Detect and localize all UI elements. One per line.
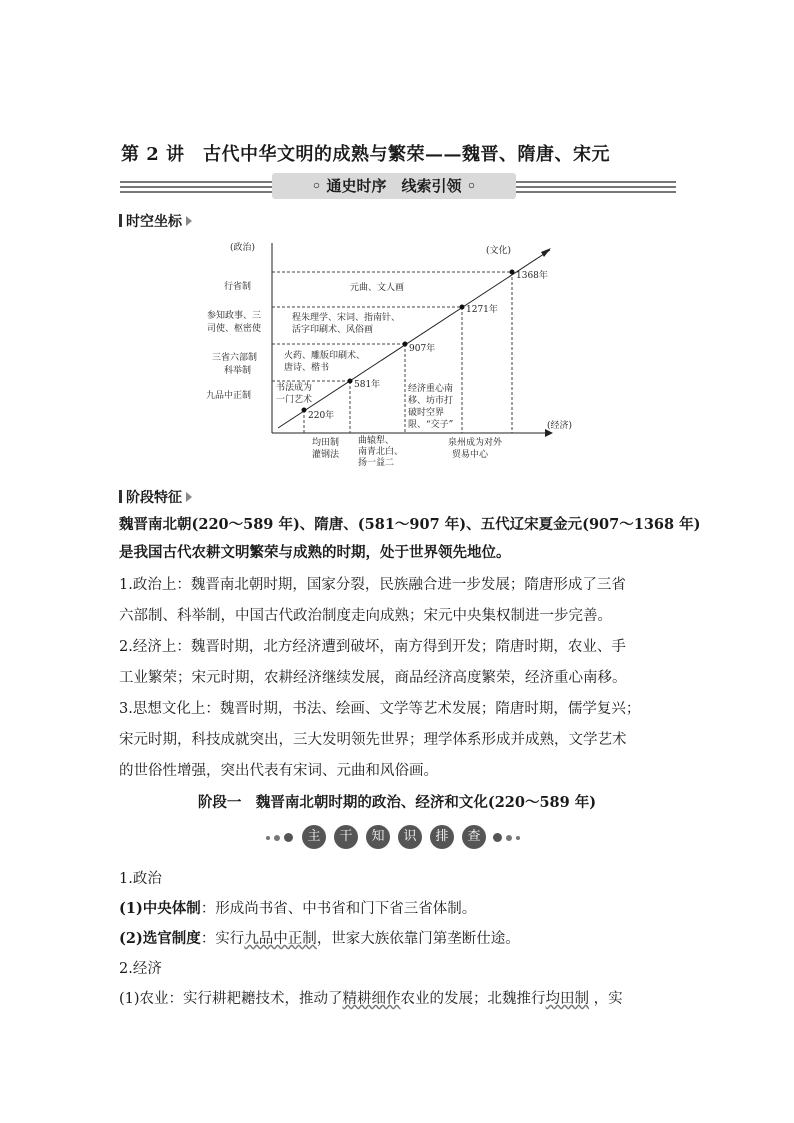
- subsection-heading: 2.经济: [119, 961, 162, 977]
- point-581: [348, 379, 353, 384]
- paragraph-line: (1)农业：实行耕耙耱技术，推动了精耕细作农业的发展；北魏推行均田制 ，实: [119, 991, 623, 1007]
- x-item: 贸易中心: [452, 450, 489, 460]
- x-item: 曲辕犁、: [358, 436, 395, 446]
- pill-char: 查: [462, 825, 486, 849]
- x-item: 南青北白、: [358, 447, 404, 457]
- term-label: (2)选官制度: [119, 930, 201, 947]
- y-item: 司使、枢密使: [207, 324, 262, 334]
- pill-char: 知: [366, 825, 390, 849]
- culture-item: 元曲、文人画: [350, 283, 405, 293]
- key-term: 精耕细作: [342, 991, 401, 1007]
- key-term: 九品中正制: [244, 931, 317, 947]
- section-heading-label: 阶段特征: [126, 490, 182, 506]
- paragraph-line: 宋元时期，科技成就突出，三大发明领先世界；理学体系形成并成熟，文学艺术: [119, 732, 627, 748]
- y-item: 行省制: [224, 282, 252, 292]
- point-220: [302, 408, 307, 413]
- triangle-icon: [186, 216, 192, 226]
- pill-char: 排: [430, 825, 454, 849]
- term-label: (1)中央体制: [119, 900, 201, 917]
- econ-item: 破时空界: [408, 408, 445, 418]
- culture-item: 一门艺术: [276, 395, 313, 405]
- section-heading-timeline: [119, 211, 192, 231]
- point-label: 1271年: [466, 305, 498, 315]
- x-item: 均田制: [312, 438, 340, 448]
- point-1368: [510, 270, 515, 275]
- paragraph-line: 1.政治上：魏晋南北朝时期，国家分裂，民族融合进一步发展；隋唐形成了三省: [119, 577, 626, 593]
- subsection-heading: 1.政治: [119, 871, 162, 887]
- y-item: 三省六部制: [212, 353, 258, 363]
- y-item: 参知政事、三: [207, 311, 262, 321]
- culture-item: 程朱理学、宋词、指南针、: [292, 313, 401, 323]
- pill-char: 识: [398, 825, 422, 849]
- section-heading-feature: [119, 487, 192, 507]
- x-item: 扬一益二: [358, 458, 395, 468]
- econ-item: 移、坊市打: [408, 396, 454, 406]
- point-label: 220年: [308, 411, 335, 421]
- intro-line-1: 魏晋南北朝(220～589 年)、隋唐、(581～907 年)、五代辽宋夏金元(907～1368 年): [119, 516, 701, 533]
- paragraph-line: [119, 896, 679, 922]
- point-1271: [460, 305, 465, 310]
- culture-item: 火药、雕版印刷术、: [284, 351, 366, 361]
- page-title: 第 2 讲 古代中华文明的成熟与繁荣——魏晋、隋唐、宋元: [121, 144, 611, 165]
- culture-item: 唐诗、楷书: [284, 363, 330, 373]
- timeline-chart: [200, 238, 590, 468]
- knowledge-check-banner: [266, 825, 528, 851]
- econ-item: 限、“交子”: [408, 420, 454, 430]
- y-axis-label: (政治): [230, 243, 256, 253]
- pill-char: 主: [302, 825, 326, 849]
- y-item: 科举制: [224, 366, 252, 376]
- diag-axis-label: (文化): [486, 246, 512, 256]
- paragraph-line: 工业繁荣；宋元时期，农耕经济继续发展，商品经济高度繁荣，经济重心南移。: [119, 670, 627, 686]
- y-item: 九品中正制: [206, 391, 252, 401]
- triangle-icon: [186, 492, 192, 502]
- paragraph-line: 2.经济上：魏晋时期，北方经济遭到破坏，南方得到开发；隋唐时期，农业、手: [119, 639, 626, 655]
- culture-item: 书法成为: [276, 383, 313, 393]
- point-907: [403, 342, 408, 347]
- paragraph-line: 的世俗性增强，突出代表有宋词、元曲和风俗画。: [119, 763, 438, 779]
- intro-line-2: 是我国古代农耕文明繁荣与成熟的时期，处于世界领先地位。: [119, 544, 511, 561]
- pill-char: 干: [334, 825, 358, 849]
- paragraph-line: 3.思想文化上：魏晋时期，书法、绘画、文学等艺术发展；隋唐时期，儒学复兴；: [119, 701, 641, 717]
- stage-title: 阶段一 魏晋南北朝时期的政治、经济和文化(220～589 年): [197, 794, 597, 811]
- point-label: 581年: [354, 380, 381, 390]
- section-banner: ◦ 通史时序 线索引领 ◦: [272, 173, 516, 199]
- x-item: 灌钢法: [312, 450, 340, 460]
- point-label: 907年: [409, 344, 436, 354]
- section-heading-label: 时空坐标: [126, 214, 182, 230]
- x-item: 泉州成为对外: [448, 438, 503, 448]
- culture-item: 活字印刷术、风俗画: [292, 325, 374, 335]
- econ-item: 经济重心南: [408, 384, 454, 394]
- paragraph-line: 六部制、科举制，中国古代政治制度走向成熟；宋元中央集权制进一步完善。: [119, 608, 612, 624]
- x-axis-label: (经济): [547, 421, 573, 431]
- key-term: 均田制: [545, 991, 590, 1007]
- term-text: ：形成尚书省、中书省和门下省三省体制。: [200, 901, 477, 917]
- point-label: 1368年: [516, 271, 548, 281]
- paragraph-line: (2)选官制度：实行九品中正制，世家大族依靠门第垄断仕途。: [119, 930, 520, 947]
